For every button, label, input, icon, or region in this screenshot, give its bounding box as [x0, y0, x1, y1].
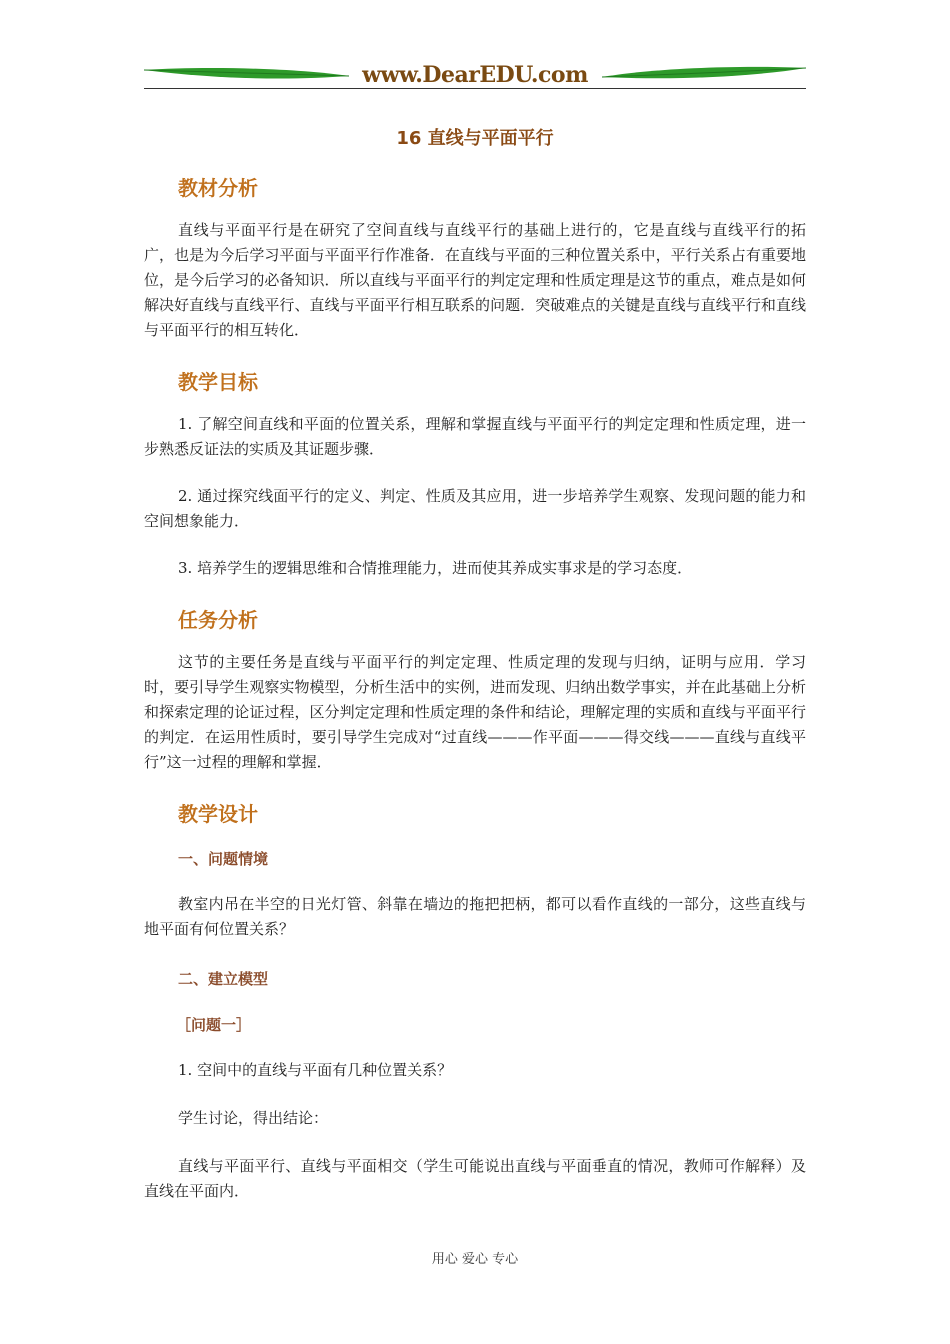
goal-item-3: 3. 培养学生的逻辑思维和合情推理能力，进而使其养成实事求是的学习态度．	[178, 559, 693, 577]
section-heading-goals: 教学目标	[178, 370, 258, 394]
section-heading-tasks: 任务分析	[178, 608, 258, 632]
site-url[interactable]: www.DearEDU.com	[362, 62, 588, 88]
section-heading-analysis: 教材分析	[178, 176, 258, 200]
section-heading-design: 教学设计	[178, 802, 258, 826]
tasks-paragraph: 这节的主要任务是直线与平面平行的判定定理、性质定理的发现与归纳，证明与应用．学习时，要引导学生观察实物模型，分析生活中的实例，进而发现、归纳出数学事实，并在此基础上分析和探索定理的论证过程，区分判定定理和性质定理的条件和结论，理解定理的实质和直线与平面平行的判定．在运用性质时，要引导学生完成对“过直线———作平面———得交线———直线与直线平行”这一过程的理解和掌握．	[144, 653, 806, 771]
design-paragraph-2: 1. 空间中的直线与平面有几种位置关系？	[178, 1061, 453, 1079]
subheading-build-model: 二、建立模型	[178, 970, 269, 988]
design-paragraph-1: 教室内吊在半空的日光灯管、斜靠在墙边的拖把把柄，都可以看作直线的一部分，这些直线与地平面有何位置关系？	[144, 895, 806, 938]
subheading-problem-situation: 一、问题情境	[178, 850, 269, 868]
analysis-paragraph: 直线与平面平行是在研究了空间直线与直线平行的基础上进行的，它是直线与直线平行的拓广，也是为今后学习平面与平面平行作准备．在直线与平面的三种位置关系中，平行关系占有重要地位，是今后学习的必备知识．所以直线与平面平行的判定定理和性质定理是这节的重点，难点是如何解决好直线与直线平行、直线与平面平行相互联系的问题．突破难点的关键是直线与直线平行和直线与平面平行的相互转化．	[144, 221, 806, 339]
page-footer: 用心 爱心 专心	[431, 1252, 519, 1267]
goal-item-1: 1. 了解空间直线和平面的位置关系，理解和掌握直线与平面平行的判定定理和性质定理，进一步熟悉反证法的实质及其证题步骤．	[144, 415, 806, 458]
header-divider	[144, 88, 806, 89]
goal-item-2: 2. 通过探究线面平行的定义、判定、性质及其应用，进一步培养学生观察、发现问题的能力和空间想象能力．	[144, 487, 806, 530]
question-label: ［问题一］	[176, 1016, 252, 1034]
design-paragraph-3: 学生讨论，得出结论：	[178, 1109, 329, 1127]
page-title: 16 直线与平面平行	[396, 128, 554, 149]
design-paragraph-4: 直线与平面平行、直线与平面相交（学生可能说出直线与平面垂直的情况，教师可作解释）及直线在平面内．	[144, 1157, 806, 1200]
